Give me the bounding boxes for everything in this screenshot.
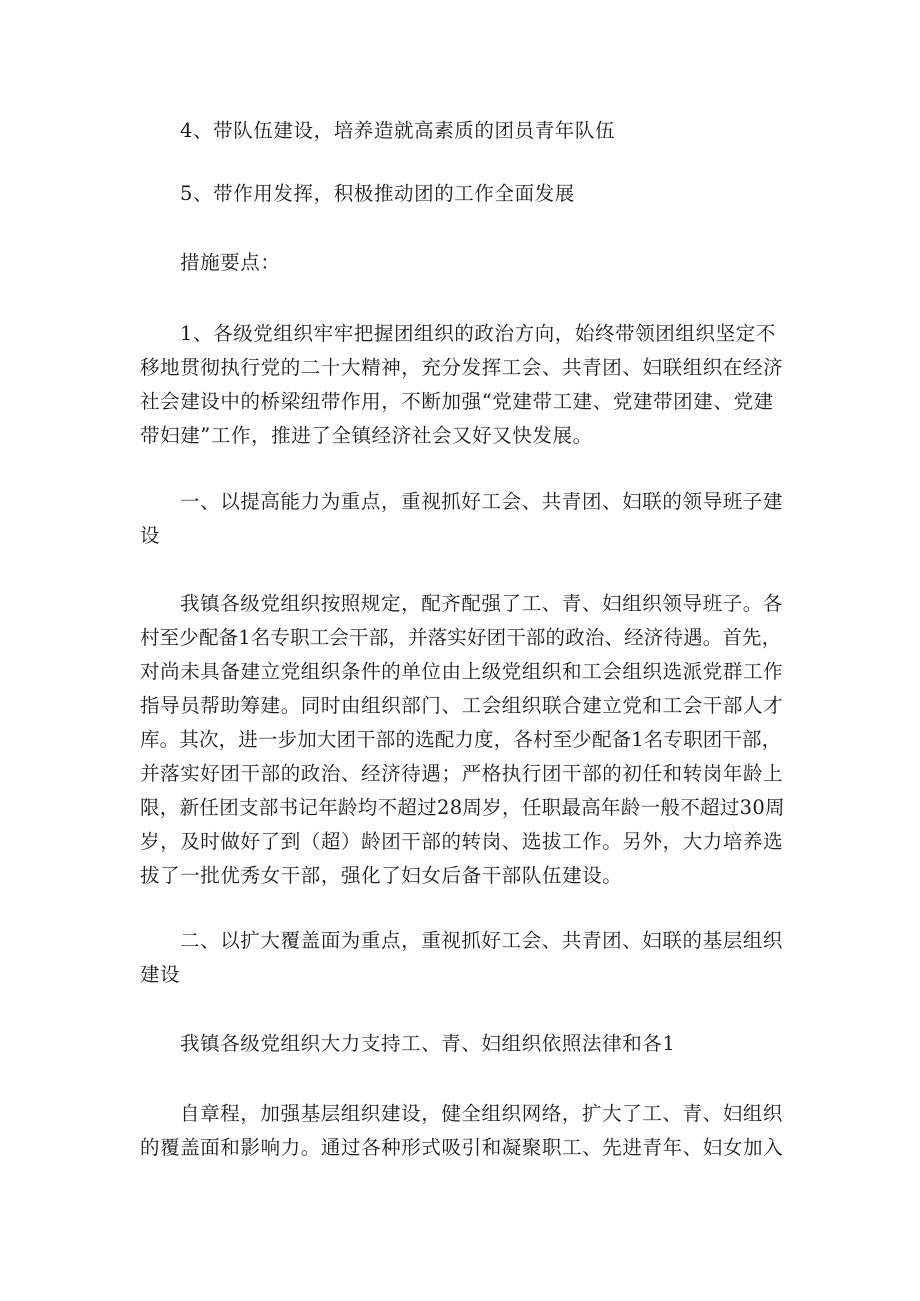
heading-line: 建设 (140, 963, 181, 986)
paragraph-line: 社会建设中的桥梁纽带作用，不断加强“党建带工建、党建带团建、党建 (140, 390, 774, 413)
paragraph-line: 库。其次，进一步加大团干部的选配力度，各村至少配备1名专职团干部， (140, 728, 782, 751)
measures-heading: 措施要点： (180, 251, 281, 274)
paragraph-line: 移地贯彻执行党的二十大精神，充分发挥工会、共青团、妇联组织在经济 (140, 356, 784, 379)
paragraph-line: 自章程，加强基层组织建设，健全组织网络，扩大了工、青、妇组织 (180, 1102, 784, 1125)
paragraph-line: 拔了一批优秀女干部，强化了妇女后备干部队伍建设。 (140, 864, 623, 887)
section-2-body-start: 我镇各级党组织大力支持工、青、妇组织依照法律和各1 (180, 1032, 676, 1055)
paragraph-line: 我镇各级党组织按照规定，配齐配强了工、青、妇组织领导班子。各 (180, 592, 784, 615)
heading-line: 一、以提高能力为重点，重视抓好工会、共青团、妇联的领导班子建 (180, 490, 784, 513)
paragraph-line: 村至少配备1名专职工会干部，并落实好团干部的政治、经济待遇。首先， (140, 626, 782, 649)
paragraph-line: 对尚未具备建立党组织条件的单位由上级党组织和工会组织选派党群工作 (140, 660, 784, 683)
paragraph-line: 指导员帮助筹建。同时由组织部门、工会组织联合建立党和工会干部人才 (140, 694, 784, 717)
paragraph-line: 限，新任团支部书记年龄均不超过28周岁，任职最高年龄一般不超过30周 (140, 796, 785, 819)
paragraph-line: 并落实好团干部的政治、经济待遇；严格执行团干部的初任和转岗年龄上 (140, 762, 784, 785)
heading-line: 二、以扩大覆盖面为重点，重视抓好工会、共青团、妇联的基层组织 (180, 929, 784, 952)
paragraph-line: 岁，及时做好了到（超）龄团干部的转岗、选拔工作。另外，大力培养选 (140, 830, 784, 853)
heading-line: 设 (140, 524, 161, 547)
paragraph-line: 带妇建”工作，推进了全镇经济社会又好又快发展。 (140, 424, 593, 447)
goal-item-4: 4、带队伍建设，培养造就高素质的团员青年队伍 (180, 119, 616, 142)
paragraph-line: 的覆盖面和影响力。通过各种形式吸引和凝聚职工、先进青年、妇女加入 (140, 1136, 784, 1159)
paragraph-line: 1、各级党组织牢牢把握团组织的政治方向，始终带领团组织坚定不 (180, 322, 776, 345)
goal-item-5: 5、带作用发挥，积极推动团的工作全面发展 (180, 182, 575, 205)
